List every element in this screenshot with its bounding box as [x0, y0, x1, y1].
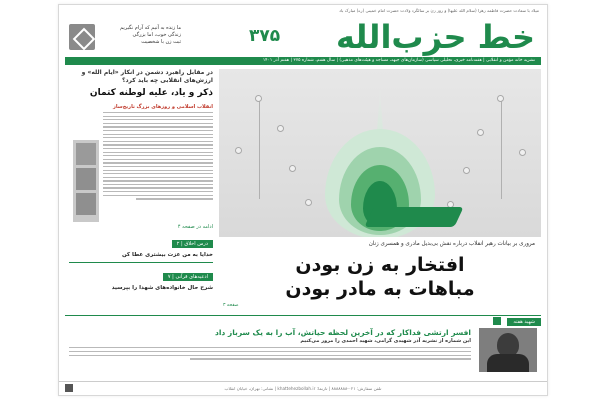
text-line: [103, 119, 213, 120]
flower-icon: [235, 147, 242, 154]
text-line: [103, 191, 213, 192]
text-line: [69, 347, 471, 348]
flower-icon: [519, 149, 526, 156]
main-story: [219, 69, 541, 313]
flower-icon: [477, 129, 484, 136]
martyr-headline[interactable]: افسر ارتشی فداکار که در آخرین لحظه حیاتش، آب را به یک سرباز داد: [215, 328, 471, 337]
logo-area: [241, 18, 541, 56]
divider: [69, 262, 213, 263]
flower-icon: [277, 125, 284, 132]
qr-code-icon: [65, 384, 73, 392]
section-label: شهید هفته: [507, 318, 541, 326]
newspaper-page: [58, 4, 548, 396]
text-line: [103, 123, 213, 124]
red-subheading: انقلاب اسلامی و روزهای بزرگ تاریخ‌ساز: [113, 104, 213, 110]
text-line: [69, 355, 471, 356]
text-line: [103, 195, 213, 196]
text-line: [103, 166, 213, 167]
main-headline-line-1[interactable]: افتخار به زن بودن: [295, 254, 465, 276]
main-headline-line-2[interactable]: مباهات به مادر بودن: [285, 278, 475, 300]
slogan-line: زندگی خوب، اما بزرگی: [132, 32, 181, 38]
section-tag: درس اخلاق | ۲: [172, 240, 213, 248]
text-line: [103, 141, 213, 142]
slogan-line: ثبت زن با شخصیت: [141, 39, 181, 45]
emblem-icon: [493, 317, 501, 325]
section-headline[interactable]: شرح حال خانواده‌های شهدا را بپرسید: [111, 285, 213, 291]
left-body-text: [69, 102, 213, 222]
slogan-box: [65, 22, 183, 52]
flower-icon: [463, 167, 470, 174]
continue-link[interactable]: ادامه در صفحه ۴: [177, 224, 213, 230]
text-line: [103, 159, 213, 160]
left-headline[interactable]: ذکر و یاد، علیه لوطنه کتمان: [89, 88, 213, 98]
text-line: [103, 134, 213, 135]
info-bar: نشریه خانه مؤمن و انقلابی | هفته‌نامه خبری، تحلیلی سیاسی (سازمان‌های جبهه، مساجد و هیئت‌های مذهبی) | سال هفتم، شماره ۳۷۵ | هفتم آذر ۱۴۰۱: [65, 57, 541, 65]
flower-icon: [497, 95, 504, 102]
text-line: [103, 137, 213, 138]
text-line: [103, 152, 213, 153]
story-kicker: مروری بر بیانات رهبر انقلاب درباره نقش بی‌بدیل مادری و همسری زنان: [368, 241, 535, 247]
text-line: [103, 130, 213, 131]
flower-icon: [289, 165, 296, 172]
footer-bar: تلفن سفارش: ۰۲۱-۸۸۸۸۸۸۸ | تارنما: khattehezbollah.ir | نشانی: تهران، خیابان انقلاب: [59, 381, 547, 395]
section-tag: ادعیه‌های قرآنی | ۷: [163, 273, 213, 281]
text-line: [103, 180, 213, 181]
issue-number: ۳۷۵: [249, 26, 281, 46]
martyr-portrait: [479, 328, 537, 372]
flower-icon: [305, 199, 312, 206]
text-line: [103, 184, 213, 185]
text-line: [190, 358, 471, 359]
text-line: [103, 126, 213, 127]
text-line: [103, 116, 213, 117]
text-line: [103, 173, 213, 174]
text-line: [69, 351, 471, 352]
flower-stem: [501, 99, 502, 199]
text-line: [103, 187, 213, 188]
martyr-body-text: [69, 347, 471, 362]
emblem-icon: [69, 24, 95, 50]
text-line: [103, 144, 213, 145]
portrait-body: [487, 354, 529, 372]
photo-image: [76, 193, 96, 215]
slogan-text: [99, 25, 181, 46]
left-column: [65, 69, 217, 313]
text-line: [136, 198, 213, 199]
masthead: [65, 18, 541, 56]
question-title[interactable]: در مقابل راهبرد دشمن در انکار «ایام الله» و ارزش‌های انقلابی چه باید کرد؟: [81, 69, 213, 84]
flower-icon: [255, 95, 262, 102]
flower-stem: [259, 99, 260, 199]
martyr-of-week-section: [65, 315, 541, 381]
text-line: [103, 112, 213, 113]
newspaper-logo[interactable]: خط حزب‌الله: [335, 18, 535, 56]
text-line: [103, 170, 213, 171]
photo-image: [76, 143, 96, 165]
green-cloth: [364, 207, 463, 227]
top-banner-line: میلاد با سعادت حضرت فاطمه زهرا (سلام الله علیها) و روز زن بر سالگرد ولادت حضرت امام خمینی (ره) مبارک باد: [339, 8, 539, 13]
text-line: [103, 162, 213, 163]
section-headline[interactable]: خدایا به من عزت بیشتری عطا کن: [121, 252, 213, 258]
text-line: [103, 148, 213, 149]
martyr-subheading: این شماره از نشریه آذر شهیدی گرامی، شهید احمدی را مرور می‌کنیم: [300, 338, 471, 344]
cover-artwork: [219, 69, 541, 237]
inset-photo: [73, 140, 99, 222]
text-line: [103, 177, 213, 178]
text-line: [103, 155, 213, 156]
slogan-line: ما زنده به آنیم که آرام نگیریم: [120, 25, 181, 31]
photo-image: [76, 168, 96, 190]
page-reference[interactable]: صفحه ۳: [223, 303, 239, 308]
